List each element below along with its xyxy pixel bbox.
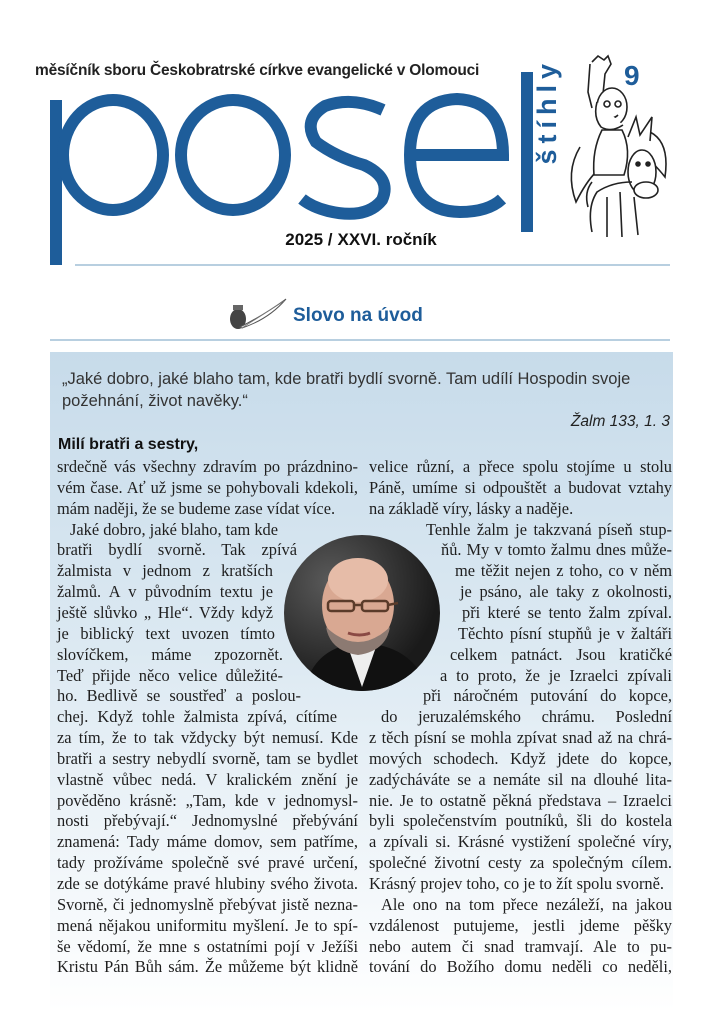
article-line: vzdálenost putujeme, jestli jdeme pěšky (369, 915, 672, 935)
article-line: vlastně vůbec nedá. V kralickém znění je (57, 769, 358, 789)
article-line: celkem patnáct. Jsou kratičké (450, 644, 672, 664)
article-line: Teď přijde něco velice důležité- (57, 665, 283, 685)
masthead-subtitle: štíhly (532, 58, 562, 165)
article-line: slovíčkem, máme zpozornět. (57, 644, 283, 664)
article-greeting: Milí bratři a sestry, (58, 436, 199, 453)
article-line: vém čase. Ať už jsme se pohybovali kdekoli, (57, 477, 358, 497)
epigraph-quote: „Jaké dobro, jaké blaho tam, kde bratři bydlí svorně. Tam udílí Hospodin svoje požehnání, život navěky.“ (62, 370, 631, 410)
angel-riding-donkey-illustration (562, 52, 670, 244)
masthead-tagline: měsíčník sboru Českobratrské církve evangelické v Olomouci (35, 62, 480, 79)
article-line: při náročném putování do kopce, (423, 686, 672, 706)
article-line: nosti přebývají.“ Jednomyslné přebývání (57, 811, 358, 831)
article-line: zadýcháváte se a nemáte sil na dlouhé lita- (369, 769, 672, 789)
article-line: nebo autem či snad tramvají. Ale to pu- (369, 936, 672, 956)
article-line: zde se dotýkáme pravé hlubiny svého života. (57, 874, 358, 893)
header-divider (75, 264, 670, 266)
article-line: žalmista v jednom z kratších (57, 561, 273, 581)
section-divider (50, 339, 670, 341)
article-line: Svorně, či jednomyslně přebývat jistě nezna- (57, 894, 358, 914)
article-line: žalmů. A v původním textu je (57, 582, 273, 602)
epigraph-source: Žalm 133, 1. 3 (570, 413, 670, 430)
article-line: mám naději, že se budeme zase vídat více. (57, 498, 336, 518)
article-line: z těch písní se mohla zpívat snad až na chrá- (369, 728, 672, 748)
article-line: Těchto písní stupňů je v žaltáři (458, 623, 672, 643)
article-line: a to proto, že je Izraelci zpívali (440, 665, 672, 685)
article-line: na základě víry, lásky a naděje. (369, 498, 574, 518)
article-line: mových schodech. Když jdete do kopce, (369, 748, 672, 768)
section-title: Slovo na úvod (293, 305, 423, 326)
article-line: mená nějakou uniformitu myšlení. Je to spí- (57, 915, 358, 935)
logo-letter-p-bowl (63, 100, 163, 210)
portrait-of-pastor-photo (284, 535, 440, 691)
article-line: velice různí, a přece spolu stojíme u stolu (369, 457, 672, 476)
article-line: společné životní cesty za společným cílem. (369, 853, 672, 873)
article-line: znamená: Tady máme domov, sem patříme, (57, 832, 358, 852)
article-line: Ale ono na tom přece nezáleží, na jakou (381, 894, 672, 914)
article-line: srdečně vás všechny zdravím po prázdnino- (57, 457, 358, 476)
article-line: bratři a sestry nebydlí svorně, tam se bydlet (57, 748, 358, 768)
article-line: bratři bydlí svorně. Tak zpívá (57, 540, 297, 560)
article-line: še vědomí, že mne s ostatními pojí v Ježíši (57, 936, 358, 956)
article-line: do jeruzalémského chrámu. Poslední (381, 707, 672, 727)
logo-letter-s (302, 102, 385, 214)
article-line: ňů. My v tomto žalmu dnes může- (441, 540, 672, 560)
logo-letter-e (408, 99, 503, 212)
article-line: při které se tento žalm zpíval. (462, 602, 672, 622)
article-line: Jaké dobro, jaké blaho, tam kde (70, 519, 279, 539)
article-line: Tenhle žalm je takzvaná píseň stup- (426, 519, 672, 539)
logo-letter-o (181, 100, 285, 210)
article-line: me těžit nejen z toho, co v něm (455, 561, 672, 581)
article-line: ještě slůvko „ Hle“. Vždy když (57, 602, 273, 622)
article-line: tady prožíváme společně své pravé určení, (57, 853, 358, 873)
article-line: Krásný projev toho, co je to žít spolu svorně. (369, 874, 664, 893)
inkwell-quill-icon (224, 297, 288, 333)
volume-info: 2025 / XXVI. ročník (285, 230, 437, 249)
article-line: je psáno, ale taky z okolnosti, (460, 582, 672, 602)
article-line: byli společenstvím poutníků, šli do kostela (369, 811, 672, 831)
issue-number: 9 (624, 60, 640, 91)
article-line: chej. Když tohle žalmista zpívá, cítíme (57, 707, 337, 727)
article-line: a zpívali si. Krásné vystižení společné víry, (369, 832, 672, 852)
article-line: za tím, že to tak vždycky být nemusí. Kde (57, 728, 358, 748)
article-line: Páně, umíme si odpouštět a budovat vztahy (369, 477, 672, 497)
article-line: je biblický text uvozen tímto (57, 623, 275, 643)
article-line: ho. Bedlivě se soustřeď a poslou- (57, 686, 301, 706)
article-line: pověděno krásně: „Tam, kde v jednomysl- (57, 790, 358, 810)
article-line: Kristu Pán Bůh sám. Že můžeme být klidně (57, 957, 358, 977)
article-line: tování do Božího domu neděli co neděli, (369, 957, 672, 977)
article-line: nie. Je to ostatně pěkná představa – Izraelci (369, 790, 672, 810)
